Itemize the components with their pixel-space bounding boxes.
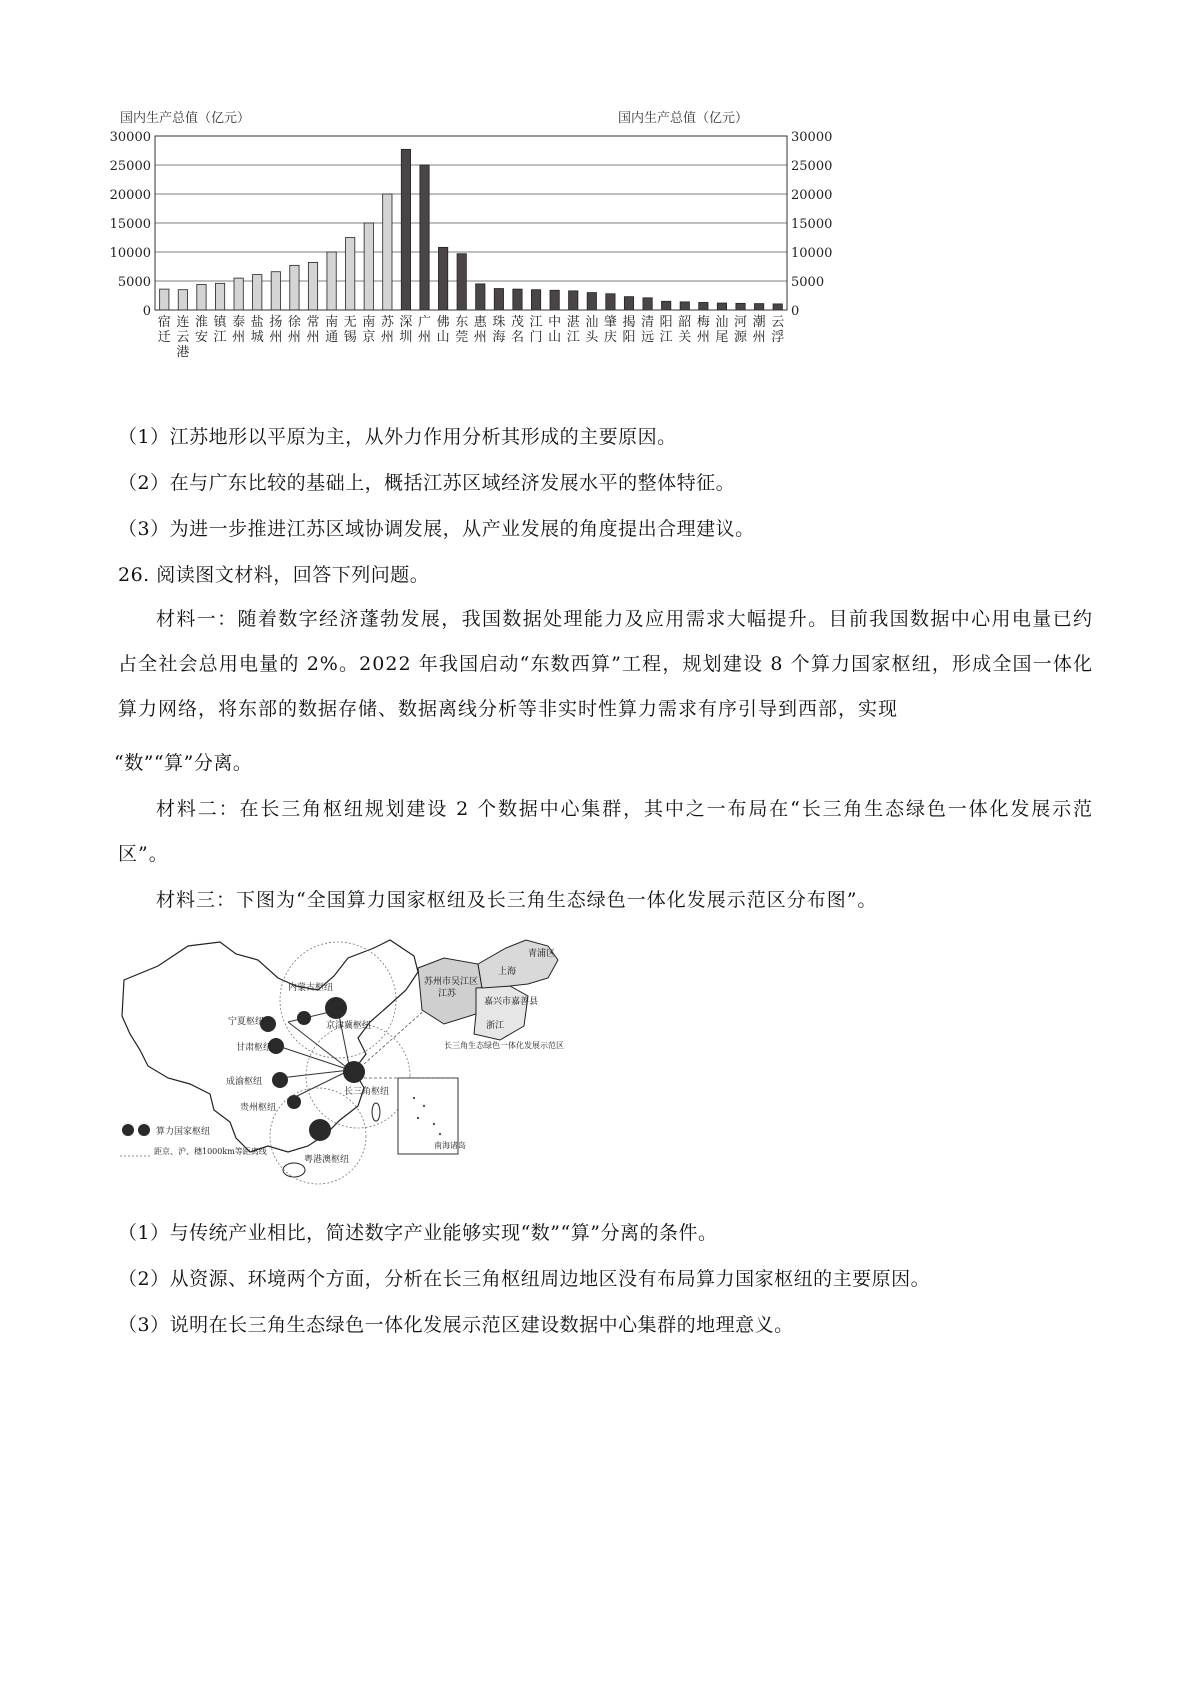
xtick-label: 清远 — [641, 315, 655, 345]
hub-inner-mongolia — [325, 997, 347, 1019]
ytick-left-label: 5000 — [117, 275, 151, 290]
label-gansu: 甘肃枢纽 — [236, 1043, 273, 1053]
bar-镇江 — [215, 283, 224, 310]
xtick-label: 宿迁 — [157, 315, 171, 345]
xtick-label: 扬州 — [269, 315, 283, 345]
xtick-label: 东莞 — [455, 315, 469, 345]
ytick-left-label: 30000 — [109, 130, 151, 145]
hub-changsanjiao — [343, 1061, 365, 1083]
ytick-left-label: 25000 — [109, 159, 151, 174]
bar-湛江 — [569, 291, 578, 310]
question-26-title: 26. 阅读图文材料，回答下列问题。 — [118, 564, 430, 586]
bar-无锡 — [346, 238, 355, 311]
bar-中山 — [550, 290, 559, 310]
label-chengyu: 成渝枢纽 — [226, 1077, 263, 1087]
xtick-label: 梅州 — [696, 315, 710, 345]
xtick-label: 湛江 — [566, 315, 580, 345]
xtick-label: 无锡 — [343, 315, 357, 345]
xtick-label: 苏州 — [380, 315, 394, 345]
question-25-2: （2）在与广东比较的基础上，概括江苏区域经济发展水平的整体特征。 — [118, 472, 736, 494]
ytick-right-label: 15000 — [791, 217, 833, 232]
xtick-label: 徐州 — [287, 315, 301, 345]
question-25-1: （1）江苏地形以平原为主，从外力作用分析其形成的主要原因。 — [118, 426, 677, 448]
bar-常州 — [308, 262, 317, 310]
bar-徐州 — [290, 265, 299, 310]
xtick-label: 镇江 — [213, 315, 227, 345]
label-shanghai: 上海 — [498, 967, 517, 977]
xtick-label: 肇庆 — [603, 315, 617, 345]
question-25-3: （3）为进一步推进江苏区域协调发展，从产业发展的角度提出合理建议。 — [118, 518, 755, 540]
xtick-label: 韶关 — [678, 315, 692, 345]
xtick-label: 盐城 — [250, 315, 264, 345]
bar-宿迁 — [160, 289, 169, 310]
xtick-label: 南京 — [362, 315, 376, 345]
legend-hub-icon — [122, 1124, 134, 1136]
bar-广州 — [420, 165, 429, 310]
xtick-label: 河源 — [734, 315, 748, 345]
label-inner-mongolia: 内蒙古枢纽 — [288, 983, 334, 993]
bar-韶关 — [680, 302, 689, 310]
chart-xlabels — [158, 314, 784, 360]
bar-揭阳 — [624, 297, 633, 310]
hub-guizhou — [287, 1095, 301, 1109]
xtick-label: 汕尾 — [715, 315, 729, 345]
gdp-bar-chart — [109, 108, 850, 398]
ytick-right-label: 25000 — [791, 159, 833, 174]
bar-肇庆 — [606, 294, 615, 310]
label-guizhou: 贵州枢纽 — [240, 1103, 277, 1113]
bar-南通 — [327, 252, 336, 310]
bar-清远 — [643, 298, 652, 310]
xtick-label: 江门 — [529, 315, 543, 345]
south-sea-label: 南海诸岛 — [434, 1141, 466, 1150]
region-qingpu — [478, 940, 558, 988]
region-jiaxing-jiashan — [474, 986, 528, 1040]
xtick-label: 惠州 — [473, 315, 487, 345]
bar-南京 — [364, 223, 373, 310]
xtick-label: 珠海 — [492, 315, 506, 345]
material-2: 材料二：在长三角枢纽规划建设 2 个数据中心集群，其中之一布局在“长三角生态绿色一体化发展示范区”。 — [118, 798, 1093, 865]
hub-chengyu — [272, 1072, 288, 1088]
bar-茂名 — [513, 289, 522, 310]
hub-jingjinji — [297, 1011, 311, 1025]
xtick-label: 广州 — [418, 315, 432, 345]
label-yuegangao: 粤港澳枢纽 — [304, 1155, 350, 1165]
bar-汕尾 — [717, 303, 726, 310]
material-1-end: “数”“算”分离。 — [114, 752, 253, 774]
ytick-left-label: 15000 — [109, 217, 151, 232]
xtick-label: 常州 — [306, 315, 320, 345]
xtick-label: 连云港 — [176, 315, 190, 360]
china-computing-hub-map — [118, 938, 628, 1208]
bar-盐城 — [253, 275, 262, 310]
bar-泰州 — [234, 278, 243, 310]
xtick-label: 佛山 — [436, 315, 450, 345]
bar-阳江 — [662, 301, 671, 310]
bar-连云港 — [178, 290, 187, 310]
label-zhejiang: 浙江 — [486, 1021, 505, 1031]
xtick-label: 淮安 — [194, 315, 208, 345]
bar-东莞 — [457, 254, 466, 310]
xtick-label: 汕头 — [585, 315, 599, 345]
ytick-right-label: 10000 — [791, 246, 833, 261]
question-26-1: （1）与传统产业相比，简述数字产业能够实现“数”“算”分离的条件。 — [118, 1222, 718, 1244]
label-wujiang: 苏州市吴江区 — [424, 977, 479, 987]
bar-江门 — [531, 290, 540, 310]
bar-深圳 — [401, 149, 410, 310]
chart-bars — [160, 149, 783, 310]
label-changsanjiao: 长三角枢纽 — [344, 1087, 390, 1097]
xtick-label: 茂名 — [510, 315, 524, 345]
xtick-label: 中山 — [548, 315, 562, 345]
xtick-label: 泰州 — [232, 315, 246, 345]
xtick-label: 南通 — [325, 315, 339, 345]
ytick-left-label: 0 — [142, 304, 151, 319]
ytick-right-label: 0 — [791, 304, 800, 319]
chart-yticks-left — [110, 130, 151, 319]
chart-grid — [155, 136, 787, 310]
material-1 — [118, 597, 1093, 732]
bar-珠海 — [494, 289, 503, 310]
label-jingjinji: 京津冀枢纽 — [326, 1021, 372, 1031]
xtick-label: 阳江 — [659, 315, 673, 345]
ytick-right-label: 20000 — [791, 188, 833, 203]
bar-汕头 — [587, 293, 596, 310]
legend-hub-label: 算力国家枢纽 — [156, 1127, 211, 1137]
bar-梅州 — [699, 302, 708, 310]
bar-苏州 — [383, 194, 392, 310]
ytick-right-label: 30000 — [791, 130, 833, 145]
hub-yuegangao — [309, 1119, 331, 1141]
ytick-left-label: 20000 — [109, 188, 151, 203]
material-1-text: 材料一：随着数字经济蓬勃发展，我国数据处理能力及应用需求大幅提升。目前我国数据中心用电量已约占全社会总用电量的 2%。2022 年我国启动“东数西算”工程，规划建设 8 个算力国家枢纽，形成全国一体化算力网络，将东部的数据存储、数据离线分析等非实时性算力需求有序引导到西部，实现 — [118, 608, 1093, 720]
label-qingpu: 青浦区 — [528, 949, 556, 959]
legend-hub-icon-2 — [138, 1124, 150, 1136]
hainan-island — [283, 1163, 305, 1177]
chart-yticks-right — [791, 130, 832, 319]
ytick-right-label: 5000 — [791, 275, 825, 290]
xtick-label: 深圳 — [399, 315, 413, 345]
xtick-label: 揭阳 — [622, 315, 636, 345]
bar-淮安 — [197, 284, 206, 310]
label-demo-zone: 长三角生态绿色一体化发展示范区 — [444, 1041, 564, 1050]
label-jiangsu: 江苏 — [438, 989, 457, 999]
bar-潮州 — [754, 304, 763, 310]
taiwan-island — [372, 1103, 380, 1121]
xtick-label: 云浮 — [771, 315, 785, 345]
question-26-2: （2）从资源、环境两个方面，分析在长三角枢纽周边地区没有布局算力国家枢纽的主要原因。 — [118, 1268, 931, 1290]
legend-line-label: 距京、沪、穗1000km等距离线 — [154, 1147, 267, 1156]
chart-ylabel-right: 国内生产总值（亿元） — [618, 111, 749, 126]
question-26-3: （3）说明在长三角生态绿色一体化发展示范区建设数据中心集群的地理意义。 — [118, 1314, 794, 1336]
bar-云浮 — [773, 304, 782, 310]
label-jiashan: 嘉兴市嘉善县 — [484, 997, 539, 1007]
material-3: 材料三：下图为“全国算力国家枢纽及长三角生态绿色一体化发展示范区分布图”。 — [156, 889, 878, 911]
label-ningxia: 宁夏枢纽 — [228, 1017, 265, 1027]
ytick-left-label: 10000 — [109, 246, 151, 261]
bar-佛山 — [438, 247, 447, 310]
bar-河源 — [736, 303, 745, 310]
chart-ylabel-left: 国内生产总值（亿元） — [120, 111, 251, 126]
bar-惠州 — [476, 284, 485, 310]
xtick-label: 潮州 — [752, 315, 766, 345]
bar-扬州 — [271, 272, 280, 310]
demo-zone-inset — [418, 940, 564, 1050]
